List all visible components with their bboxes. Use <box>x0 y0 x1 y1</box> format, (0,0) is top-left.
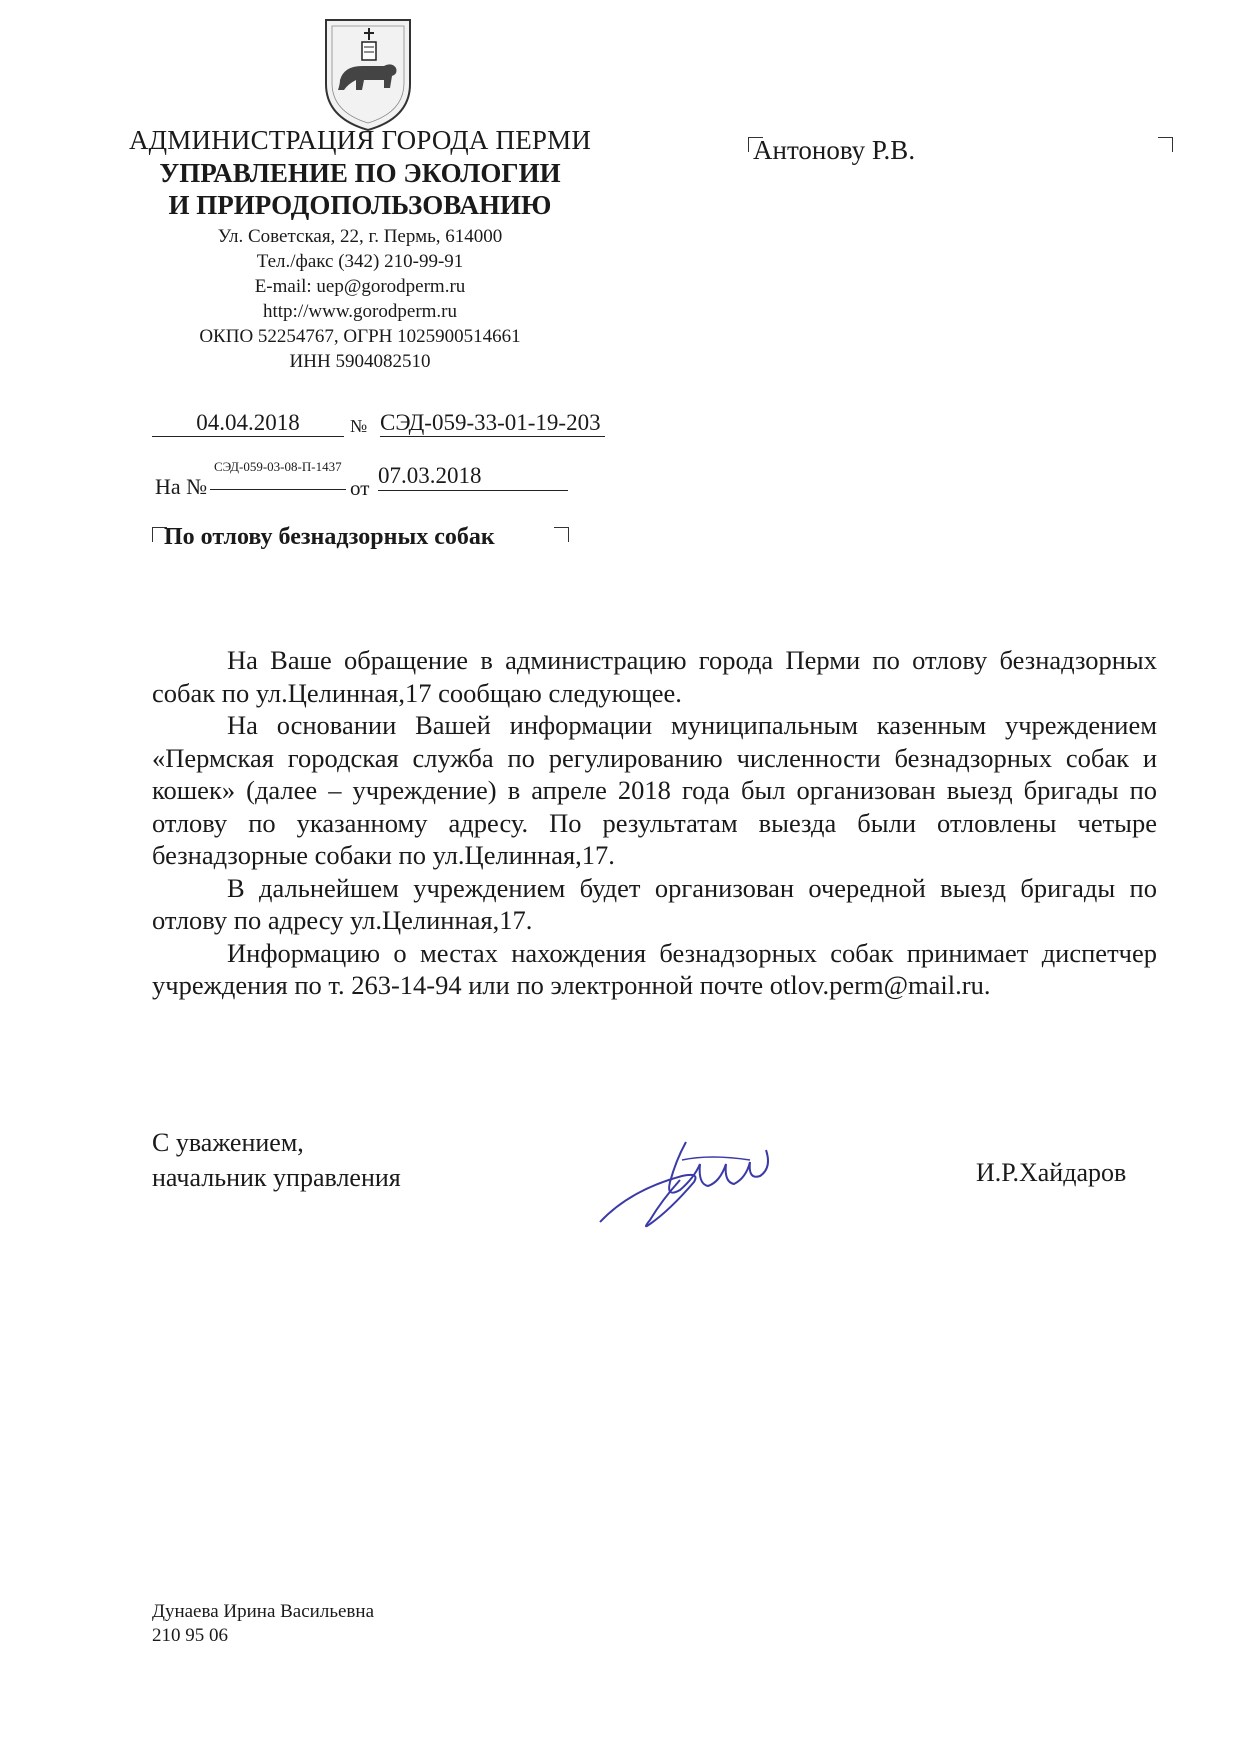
website: http://www.gorodperm.ru <box>262 301 458 322</box>
registration-number: СЭД-059-33-01-19-203 <box>380 410 605 437</box>
okpo-ogrn: ОКПО 52254767, ОГРН 1025900514661 <box>199 326 521 347</box>
body-paragraph: Информацию о местах нахождения безнадзорных собак принимает диспетчер учреждения по т. 263-14-94 или по электронной почте otlov.perm@mail.ru. <box>152 937 1157 1000</box>
letter-body <box>152 644 1157 1002</box>
reference-from-label: от <box>350 476 370 500</box>
address: Ул. Советская, 22, г. Пермь, 614000 <box>217 226 503 247</box>
registration-number-label: № <box>350 416 368 436</box>
signer-position: начальник управления <box>152 1163 401 1192</box>
executor-name: Дунаева Ирина Васильевна <box>152 1601 374 1622</box>
executor-block <box>152 1600 374 1648</box>
signer-name: И.Р.Хайдаров <box>976 1158 1127 1187</box>
reference-number: СЭД-059-03-08-П-1437 <box>210 460 346 490</box>
handwritten-signature-icon <box>590 1120 790 1240</box>
reference-label: На № <box>155 474 208 499</box>
registration-date: 04.04.2018 <box>152 410 344 437</box>
reference-date: 07.03.2018 <box>378 462 568 491</box>
executor-phone: 210 95 06 <box>152 1625 228 1646</box>
inn: ИНН 5904082510 <box>289 351 431 372</box>
body-paragraph: На основании Вашей информации муниципальным казенным учреждением «Пермская городская служба по регулированию численности безнадзорных собак и кошек» (далее – учреждение) в апреле 2018 года был организован выезд бригады по отлову по указанному адресу. По результатам выезда были отловлены четыре безнадзорные собаки по ул.Целинная,17. <box>152 710 1157 870</box>
closing-block <box>152 1125 401 1195</box>
coat-of-arms-icon <box>318 14 418 134</box>
phone-fax: Тел./факс (342) 210-99-91 <box>256 251 464 272</box>
department-name-line2: И ПРИРОДОПОЛЬЗОВАНИЮ <box>168 190 552 220</box>
body-paragraph: В дальнейшем учреждением будет организован очередной выезд бригады по отлову по адресу ул.Целинная,17. <box>152 872 1157 935</box>
recipient-corner-mark <box>1158 137 1173 152</box>
recipient-name: Антонову Р.В. <box>753 135 916 165</box>
email: E-mail: uep@gorodperm.ru <box>254 276 466 297</box>
closing-regards: С уважением, <box>152 1128 304 1157</box>
body-paragraph: На Ваше обращение в администрацию города Перми по отлову безнадзорных собак по ул.Целинная,17 сообщаю следующее. <box>152 645 1157 708</box>
department-name-line1: УПРАВЛЕНИЕ ПО ЭКОЛОГИИ <box>159 158 561 188</box>
administration-name: АДМИНИСТРАЦИЯ ГОРОДА ПЕРМИ <box>128 125 592 155</box>
subject: По отлову безнадзорных собак <box>164 524 495 550</box>
